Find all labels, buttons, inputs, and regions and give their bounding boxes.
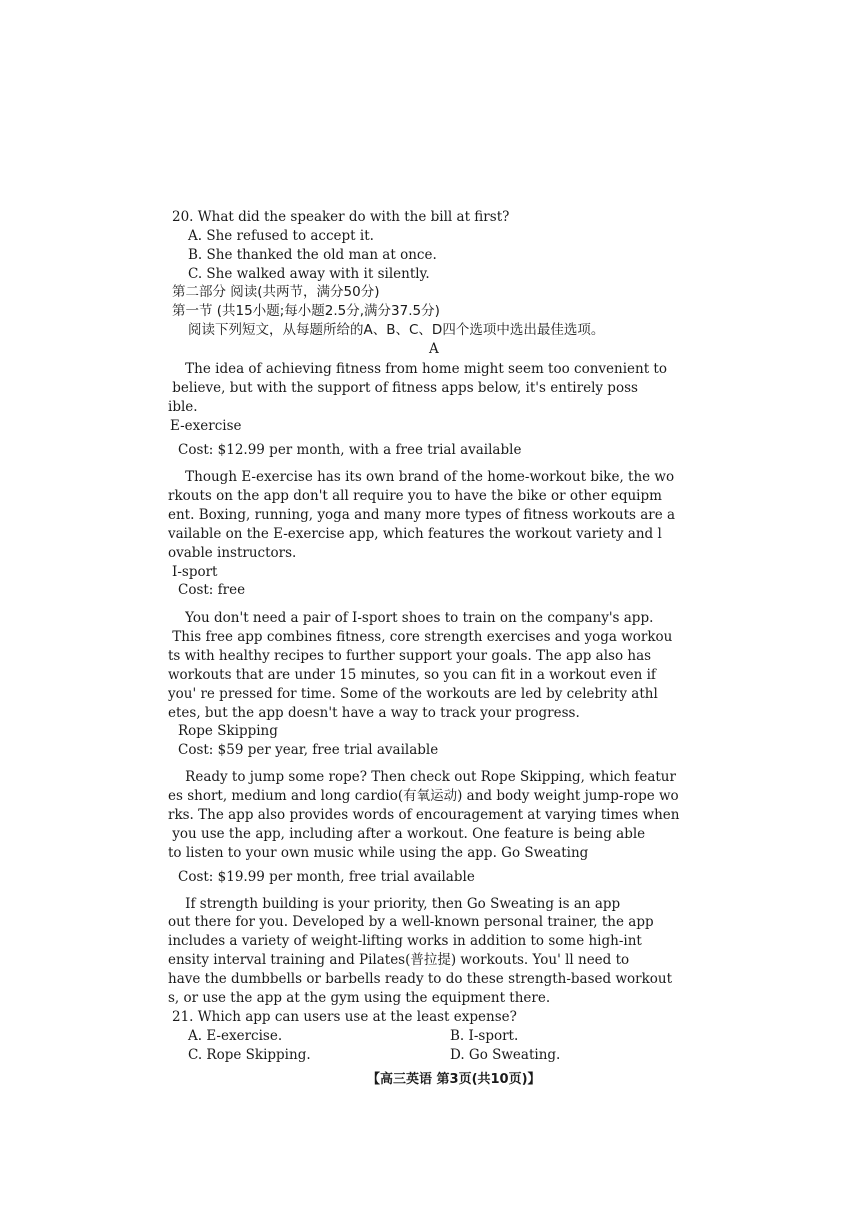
section1-heading: 第一节 (共15小题;每小题2.5分,满分37.5分) [172, 303, 440, 319]
q20-option-a: A. She refused to accept it. [188, 228, 374, 244]
q21-option-a: A. E-exercise. [188, 1028, 283, 1044]
q21-option-d: D. Go Sweating. [450, 1047, 561, 1063]
go-sweating-body-line: If strength building is your priority, then Go Sweating is an app [168, 896, 621, 912]
e-exercise-body-line: ovable instructors. [168, 545, 297, 561]
q21-option-b: B. I-sport. [450, 1028, 519, 1044]
i-sport-body-line: workouts that are under 15 minutes, so you can fit in a workout even if [168, 667, 656, 683]
i-sport-body-line: ts with healthy recipes to further support your goals. The app also has [168, 648, 652, 664]
app-name-rope-skipping: Rope Skipping [178, 723, 278, 739]
e-exercise-body-line: Though E-exercise has its own brand of the home-workout bike, the wo [168, 469, 675, 485]
go-sweating-body-line: includes a variety of weight-lifting works in addition to some high-int [168, 933, 642, 949]
rope-body-line: you use the app, including after a workout. One feature is being able [168, 826, 646, 842]
reading-instruction: 阅读下列短文，从每题所给的A、B、C、D四个选项中选出最佳选项。 [188, 322, 605, 338]
rope-body-line: rks. The app also provides words of encouragement at varying times when [168, 807, 680, 823]
e-exercise-body-line: ent. Boxing, running, yoga and many more types of fitness workouts are a [168, 507, 676, 523]
intro-line: ible. [168, 399, 198, 415]
page-footer: 【高三英语 第3页(共10页)】 [367, 1072, 541, 1087]
q21-option-c: C. Rope Skipping. [188, 1047, 311, 1063]
question-21: 21. Which app can users use at the least expense? [172, 1009, 517, 1025]
q20-option-c: C. She walked away with it silently. [188, 266, 430, 282]
app-cost-e-exercise: Cost: $12.99 per month, with a free trial available [178, 442, 522, 458]
e-exercise-body-line: vailable on the E-exercise app, which features the workout variety and l [168, 526, 662, 542]
rope-body-line: es short, medium and long cardio(有氧运动) and body weight jump-rope wo [168, 788, 679, 804]
app-name-e-exercise: E-exercise [170, 418, 242, 434]
app-cost-go-sweating: Cost: $19.99 per month, free trial available [178, 869, 475, 885]
rope-body-line: to listen to your own music while using the app. Go Sweating [168, 845, 589, 861]
q20-option-b: B. She thanked the old man at once. [188, 247, 437, 263]
passage-label: A [429, 341, 439, 357]
i-sport-body-line: etes, but the app doesn't have a way to track your progress. [168, 705, 580, 721]
go-sweating-body-line: ensity interval training and Pilates(普拉提) workouts. You' ll need to [168, 952, 630, 968]
i-sport-body-line: you' re pressed for time. Some of the workouts are led by celebrity athl [168, 686, 658, 702]
part2-heading: 第二部分 阅读(共两节，满分50分) [172, 284, 380, 300]
intro-line: believe, but with the support of fitness apps below, it's entirely poss [168, 380, 638, 396]
go-sweating-body-line: s, or use the app at the gym using the equipment there. [168, 990, 551, 1006]
e-exercise-body-line: rkouts on the app don't all require you to have the bike or other equipm [168, 488, 662, 504]
app-cost-i-sport: Cost: free [178, 582, 246, 598]
i-sport-body-line: You don't need a pair of I-sport shoes to train on the company's app. [168, 610, 654, 626]
app-cost-rope-skipping: Cost: $59 per year, free trial available [178, 742, 439, 758]
go-sweating-body-line: out there for you. Developed by a well-known personal trainer, the app [168, 914, 654, 930]
rope-body-line: Ready to jump some rope? Then check out Rope Skipping, which featur [168, 769, 676, 785]
app-name-i-sport: I-sport [172, 564, 218, 580]
question-20: 20. What did the speaker do with the bill at first? [172, 209, 510, 225]
go-sweating-body-line: have the dumbbells or barbells ready to do these strength-based workout [168, 971, 673, 987]
i-sport-body-line: This free app combines fitness, core strength exercises and yoga workou [168, 629, 673, 645]
intro-line: The idea of achieving fitness from home might seem too convenient to [168, 361, 667, 377]
